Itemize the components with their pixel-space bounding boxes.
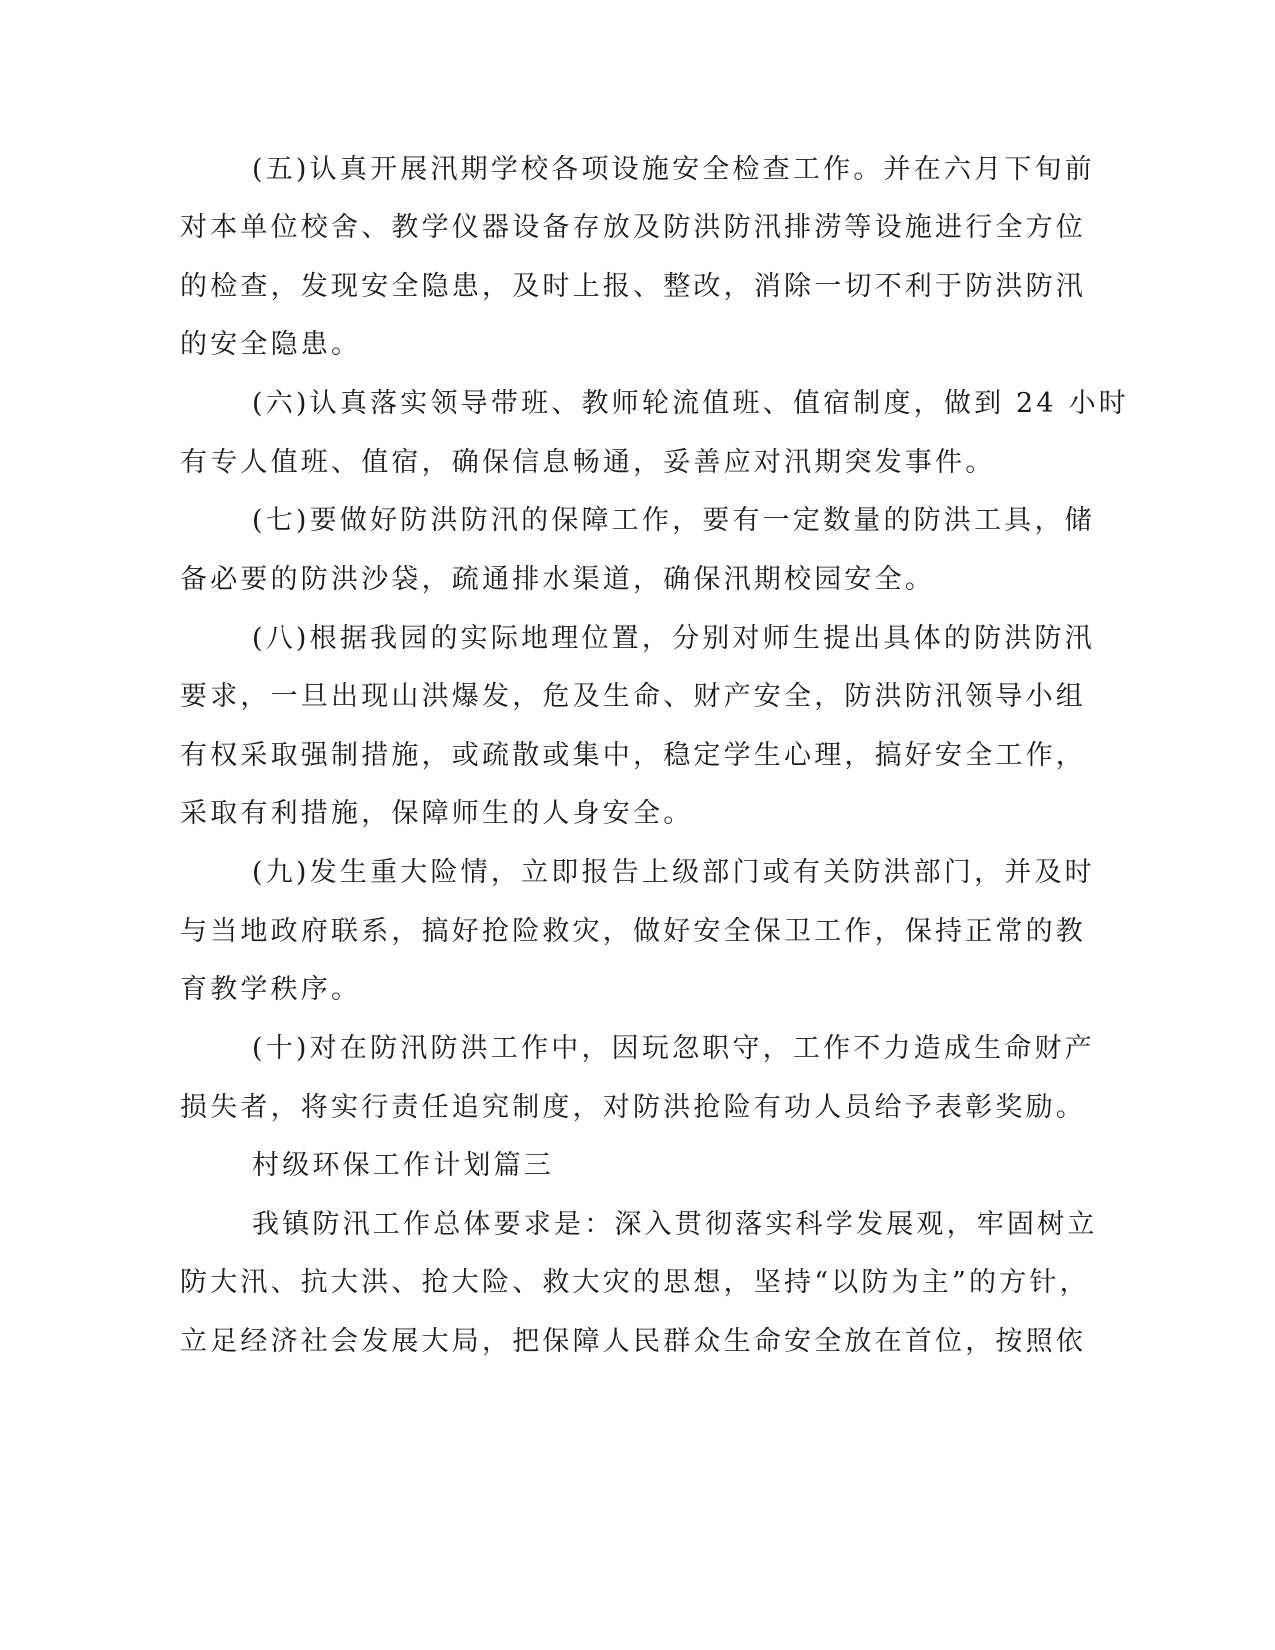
paragraph-5-line-4: 的安全隐患。 bbox=[180, 329, 362, 360]
paragraph-8-line-3: 有权采取强制措施，或疏散或集中，稳定学生心理，搞好安全工作， bbox=[180, 740, 1086, 771]
paragraph-8-line-4: 采取有利措施，保障师生的人身安全。 bbox=[180, 798, 694, 829]
paragraph-7-line-2: 备必要的防洪沙袋，疏通排水渠道，确保汛期校园安全。 bbox=[180, 564, 935, 595]
paragraph-intro-line-2: 防大汛、抗大洪、抢大险、救大灾的思想，坚持“以防为主”的方针， bbox=[180, 1267, 1090, 1298]
paragraph-intro-line-1: 我镇防汛工作总体要求是：深入贯彻落实科学发展观，牢固树立 bbox=[252, 1209, 1098, 1240]
paragraph-5-line-1: (五)认真开展汛期学校各项设施安全检查工作。并在六月下旬前 bbox=[252, 154, 1095, 185]
paragraph-8-line-1: (八)根据我园的实际地理位置，分别对师生提出具体的防洪防汛 bbox=[252, 623, 1095, 654]
section-heading: 村级环保工作计划篇三 bbox=[252, 1150, 554, 1181]
paragraph-6-line-1: (六)认真落实领导带班、教师轮流值班、值宿制度，做到 24 小时 bbox=[252, 388, 1129, 419]
paragraph-7-line-1: (七)要做好防洪防汛的保障工作，要有一定数量的防洪工具，储 bbox=[252, 505, 1095, 536]
paragraph-5-line-3: 的检查，发现安全隐患，及时上报、整改，消除一切不利于防洪防汛 bbox=[180, 271, 1086, 302]
paragraph-9-line-3: 育教学秩序。 bbox=[180, 974, 362, 1005]
paragraph-9-line-1: (九)发生重大险情，立即报告上级部门或有关防洪部门，并及时 bbox=[252, 857, 1095, 888]
paragraph-8-line-2: 要求，一旦出现山洪爆发，危及生命、财产安全，防洪防汛领导小组 bbox=[180, 681, 1086, 712]
paragraph-6-line-2: 有专人值班、值宿，确保信息畅通，妥善应对汛期突发事件。 bbox=[180, 447, 996, 478]
paragraph-10-line-1: (十)对在防汛防洪工作中，因玩忽职守，工作不力造成生命财产 bbox=[252, 1033, 1095, 1064]
paragraph-10-line-2: 损失者，将实行责任追究制度，对防洪抢险有功人员给予表彰奖励。 bbox=[180, 1092, 1086, 1123]
paragraph-5-line-2: 对本单位校舍、教学仪器设备存放及防洪防汛排涝等设施进行全方位 bbox=[180, 212, 1086, 243]
paragraph-9-line-2: 与当地政府联系，搞好抢险救灾，做好安全保卫工作，保持正常的教 bbox=[180, 916, 1086, 947]
paragraph-intro-line-3: 立足经济社会发展大局，把保障人民群众生命安全放在首位，按照依 bbox=[180, 1326, 1086, 1357]
